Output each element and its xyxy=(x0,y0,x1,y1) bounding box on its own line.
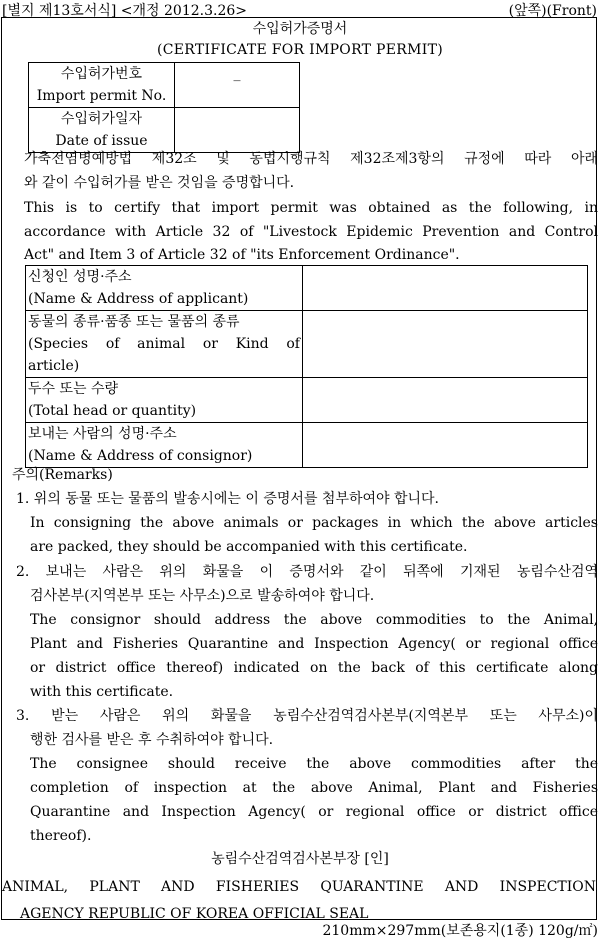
applicant-value[interactable] xyxy=(303,266,588,311)
applicant-row xyxy=(26,266,588,311)
remark-2-en-2: Plant and Fisheries Quarantine and Inspection Agency( or regional office xyxy=(30,636,598,652)
statement-en-line-2: accordance with Article 32 of "Livestock Epidemic Prevention and Control xyxy=(24,223,598,240)
remark-1-en-2: are packed, they should be accompanied with this certificate. xyxy=(30,539,468,555)
permit-number-text: _ xyxy=(233,66,241,82)
issue-date-value[interactable] xyxy=(175,108,300,153)
statement-en-line-1: This is to certify that import permit was obtained as the following, in xyxy=(24,200,598,216)
consignor-value[interactable] xyxy=(303,423,588,468)
species-label xyxy=(26,311,303,378)
remark-2-en-1: The consignor should address the above commodities to the Animal, xyxy=(30,612,598,628)
permit-number-label xyxy=(29,63,175,108)
quantity-row xyxy=(26,378,588,423)
remark-2-en-3: or district office thereof) indicated on the back of this certificate along xyxy=(30,660,598,676)
statement-english xyxy=(24,197,598,268)
consignor-row xyxy=(26,423,588,468)
remark-1-en-1: In consigning the above animals or packages in which the above articles xyxy=(30,515,598,531)
remark-item-2 xyxy=(16,560,598,704)
quantity-label xyxy=(26,378,303,423)
species-row xyxy=(26,311,588,378)
species-label-en-1: (Species of animal or Kind of xyxy=(28,336,300,352)
quantity-label-ko: 두수 또는 수량 xyxy=(28,381,119,397)
permit-info-table xyxy=(28,62,300,153)
signature-korean: 농림수산검역검사본부장 [인] xyxy=(211,851,389,867)
species-label-en-2: article) xyxy=(28,358,80,374)
remark-2-en-4: with this certificate. xyxy=(30,684,174,700)
remark-2-ko-1: 2. 보내는 사람은 위의 화물을 이 증명서와 같이 뒤쪽에 기재된 농림수산검역 xyxy=(16,564,598,580)
remark-3-en-2: completion of inspection at the above Animal, Plant and Fisheries xyxy=(30,780,598,796)
applicant-label-ko: 신청인 성명·주소 xyxy=(28,269,132,285)
remark-3-en-1: The consignee should receive the above commodities after the xyxy=(30,756,598,772)
consignor-label-en: (Name & Address of consignor) xyxy=(28,448,253,464)
title-korean: 수입허가증명서 xyxy=(252,21,348,37)
remark-item-3 xyxy=(16,704,598,848)
statement-korean xyxy=(24,148,598,195)
issue-date-label-en: Date of issue xyxy=(55,133,148,149)
applicant-label-en: (Name & Address of applicant) xyxy=(28,291,249,307)
form-number-label: [별지 제13호서식] <개정 2012.3.26> xyxy=(2,3,247,19)
remark-3-ko-2: 행한 검사를 받은 후 수취하여야 합니다. xyxy=(30,732,274,748)
consignor-label-ko: 보내는 사람의 성명·주소 xyxy=(28,426,177,442)
remark-3-en-4: thereof). xyxy=(30,828,92,844)
remark-1-ko: 1. 위의 동물 또는 물품의 발송시에는 이 증명서를 첨부하여야 합니다. xyxy=(16,491,440,507)
quantity-label-en: (Total head or quantity) xyxy=(28,403,197,419)
remark-3-ko-1: 3. 받는 사람은 위의 화물을 농림수산검역검사본부(지역본부 또는 사무소)이 xyxy=(16,708,598,724)
statement-ko-line-1: 가축전염병예방법 제32조 및 동법시행규칙 제32조제3항의 규정에 따라 아래 xyxy=(24,151,598,167)
details-table xyxy=(25,265,588,468)
statement-en-line-3: Act" and Item 3 of Article 32 of "its Enforcement Ordinance". xyxy=(24,247,460,263)
species-value[interactable] xyxy=(303,311,588,378)
statement-ko-line-2: 와 같이 수입허가를 받은 것임을 증명합니다. xyxy=(24,174,295,191)
remark-3-en-3: Quarantine and Inspection Agency( or regional office or district office xyxy=(30,804,598,820)
signature-en-line-2: AGENCY REPUBLIC OF KOREA OFFICIAL SEAL xyxy=(20,906,369,922)
species-label-ko: 동물의 종류·품종 또는 물품의 종류 xyxy=(28,314,240,330)
permit-number-value[interactable] xyxy=(175,63,300,108)
issue-date-row xyxy=(29,108,300,153)
issue-date-label-ko: 수입허가일자 xyxy=(60,111,143,127)
permit-number-label-ko: 수입허가번호 xyxy=(60,66,143,82)
signature-en-line-1: ANIMAL, PLANT AND FISHERIES QUARANTINE AND INSPECTION xyxy=(2,879,596,895)
remark-2-ko-2: 검사본부(지역본부 또는 사무소)으로 발송하여야 합니다. xyxy=(30,588,375,604)
permit-number-label-en: Import permit No. xyxy=(36,88,167,104)
title-english: (CERTIFICATE FOR IMPORT PERMIT) xyxy=(156,42,444,58)
consignor-label xyxy=(26,423,303,468)
applicant-label xyxy=(26,266,303,311)
paper-spec-footer: 210mm×297mm(보존용지(1종) 120g/㎡) xyxy=(322,923,598,939)
page-side-label: (앞쪽)(Front) xyxy=(508,3,597,19)
issue-date-label xyxy=(29,108,175,153)
permit-number-row xyxy=(29,63,300,108)
quantity-value[interactable] xyxy=(303,378,588,423)
remark-item-1 xyxy=(16,487,598,559)
remarks-heading: 주의(Remarks) xyxy=(12,467,113,483)
